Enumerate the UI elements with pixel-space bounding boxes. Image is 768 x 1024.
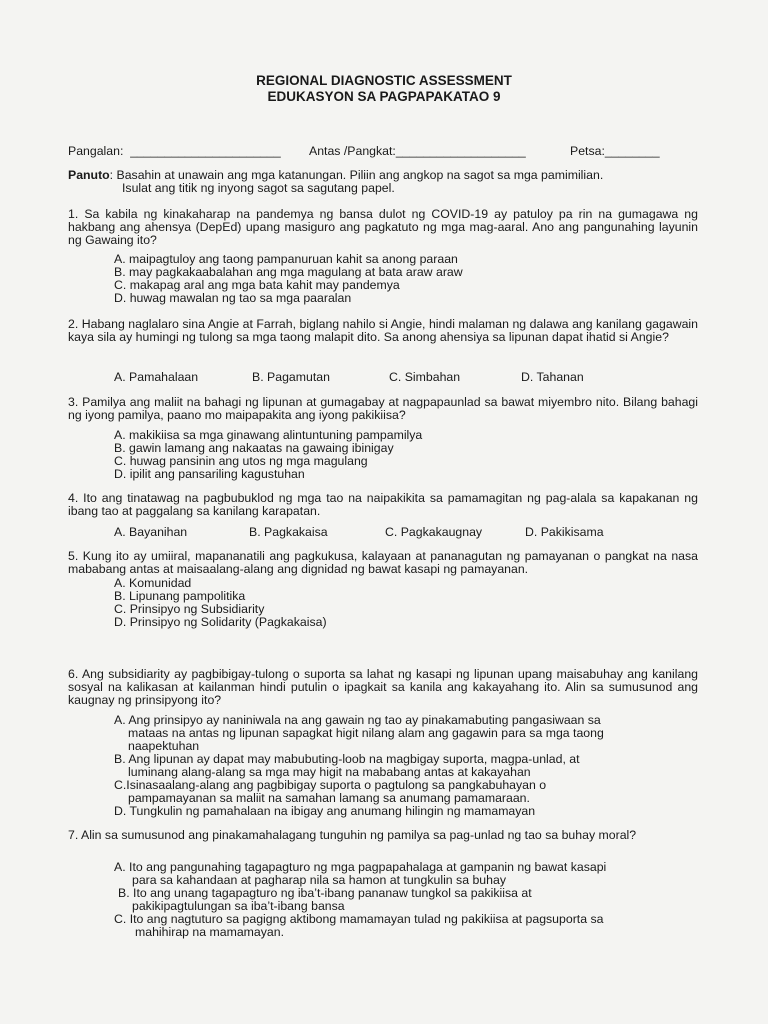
instructions-line-1: : Basahin at unawain ang mga katanungan. Piliin ang angkop na sagot sa mga pamimilian. <box>109 168 604 182</box>
title-line-1: REGIONAL DIAGNOSTIC ASSESSMENT <box>256 73 512 88</box>
question-7-option-c: C. Ito ang nagtuturo sa pagigng aktibong mamamayan tulad ng pakikiisa at pagsuporta sa <box>114 912 604 926</box>
instructions-line-2: Isulat ang titik ng inyong sagot sa sagutang papel. <box>122 181 395 195</box>
question-5-option-b: B. Lipunang pampolitika <box>114 589 246 603</box>
question-3-option-c: C. huwag pansinin ang utos ng mga magulang <box>114 454 368 468</box>
question-7-option-b: B. Ito ang unang tagapagturo ng iba’t-ibang pananaw tungkol sa pakikiisa at <box>118 886 532 900</box>
question-6-option-a: A. Ang prinsipyo ay naniniwala na ang gawain ng tao ay pinakamabuting pangasiwaan sa <box>114 713 601 727</box>
question-7-option-a-cont: para sa kahandaan at pagharap nila sa hamon at tungkulin sa buhay <box>132 873 506 887</box>
question-5-option-d: D. Prinsipyo ng Solidarity (Pagkakaisa) <box>114 615 327 629</box>
question-7-option-c-cont: mahihirap na mamamayan. <box>135 925 284 939</box>
question-2-option-d: D. Tahanan <box>521 370 584 384</box>
question-2-option-c: C. Simbahan <box>389 370 461 384</box>
question-5-option-c: C. Prinsipyo ng Subsidiarity <box>114 602 265 616</box>
question-5-option-a: A. Komunidad <box>114 576 192 590</box>
question-1-option-d: D. huwag mawalan ng tao sa mga paaralan <box>114 291 352 305</box>
question-7-option-b-cont: pakikipagtulungan sa iba’t-ibang bansa <box>132 899 345 913</box>
question-4-option-b: B. Pagkakaisa <box>249 525 328 539</box>
question-3-option-d: D. ipilit ang pansariling kagustuhan <box>114 467 305 481</box>
question-6-option-b: B. Ang lipunan ay dapat may mabubuting-loob na magbigay suporta, magpa-unlad, at <box>114 752 580 766</box>
question-2-option-b: B. Pagamutan <box>252 370 330 384</box>
title-line-2: EDUKASYON SA PAGPAPAKATAO 9 <box>267 89 501 104</box>
question-1-text: 1. Sa kabila ng kinakaharap na pandemya ng bansa dulot ng COVID-19 ay patuloy pa rin na gumagawa ng hakbang ang ahensya (DepEd) upang masiguro ang pagkatuto ng mga mag-aaral. Ano ang pangunahing layunin ng Gawaing ito? <box>68 207 698 248</box>
question-6-text: 6. Ang subsidiarity ay pagbibigay-tulong o suporta sa lahat ng kasapi ng lipunan upang maisabuhay ang kanilang sosyal na kalikasan at kailanman hindi putulin o ipagkait sa kanila ang kakayahang ito. Alin sa sumusunod ang kaugnay ng prinsipyong ito? <box>68 667 698 708</box>
question-4-text: 4. Ito ang tinatawag na pagbubuklod ng mga tao na naipakikita sa pamamagitan ng pag-alala sa kapakanan ng ibang tao at paggalang sa kanilang karapatan. <box>68 491 698 519</box>
question-3-text: 3. Pamilya ang maliit na bahagi ng lipunan at gumagabay at nagpapaunlad sa bawat miyembro nito. Bilang bahagi ng iyong pamilya, paano mo maipapakita ang iyong pakikiisa? <box>68 395 698 423</box>
question-4-option-c: C. Pagkakaugnay <box>385 525 483 539</box>
question-1-option-a: A. maipagtuloy ang taong pampanuruan kahit sa anong paraan <box>114 252 458 266</box>
name-field: Pangalan: ______________________ <box>68 144 281 158</box>
question-6-option-a-cont-1: mataas na antas ng lipunan sapagkat higit nilang alam ang gagawin para sa mga taong <box>128 726 604 740</box>
question-6-option-c-cont: pampamayanan sa maliit na samahan lamang sa anumang pamamaraan. <box>128 791 530 805</box>
date-field: Petsa:________ <box>570 144 660 158</box>
question-2-option-a: A. Pamahalaan <box>114 370 199 384</box>
instructions-label: Panuto <box>68 168 110 182</box>
question-7-option-a: A. Ito ang pangunahing tagapagturo ng mga pagpapahalaga at gampanin ng bawat kasapi <box>114 860 607 874</box>
question-4-option-a: A. Bayanihan <box>114 525 188 539</box>
question-6-option-d: D. Tungkulin ng pamahalaan na ibigay ang anumang hilingin ng mamamayan <box>114 804 536 818</box>
question-1-option-c: C. makapag aral ang mga bata kahit may pandemya <box>114 278 400 292</box>
question-6-option-a-cont-2: naapektuhan <box>128 739 200 753</box>
question-5-text: 5. Kung ito ay umiiral, mapananatili ang pagkukusa, kalayaan at pananagutan ng pamayanan o pangkat na nasa mababang antas at maisaalang-alang ang dignidad ng bawat kasapi ng pamayanan. <box>68 549 698 577</box>
question-3-option-b: B. gawin lamang ang nakaatas na gawaing ibinigay <box>114 441 394 455</box>
question-7-text: 7. Alin sa sumusunod ang pinakamahalagang tunguhin ng pamilya sa pag-unlad ng tao sa buhay moral? <box>68 828 637 842</box>
question-3-option-a: A. makikiisa sa mga ginawang alintuntuning pampamilya <box>114 428 423 442</box>
question-1-option-b: B. may pagkakaabalahan ang mga magulang at bata araw araw <box>114 265 463 279</box>
question-4-option-d: D. Pakikisama <box>525 525 604 539</box>
question-2-text: 2. Habang naglalaro sina Angie at Farrah, biglang nahilo si Angie, hindi malaman ng dalawa ang kanilang gagawain kaya sila ay humingi ng tulong sa mga taong malapit dito. Sa anong ahensiya sa lipunan dapat ihatid si Angie? <box>68 317 698 345</box>
question-6-option-c: C.Isinasaalang-alang ang pagbibigay suporta o pagtulong sa pangkabuhayan o <box>114 778 547 792</box>
question-6-option-b-cont: luminang alang-alang sa mga may higit na mababang antas at kakayahan <box>128 765 531 779</box>
section-field: Antas /Pangkat:___________________ <box>309 144 526 158</box>
